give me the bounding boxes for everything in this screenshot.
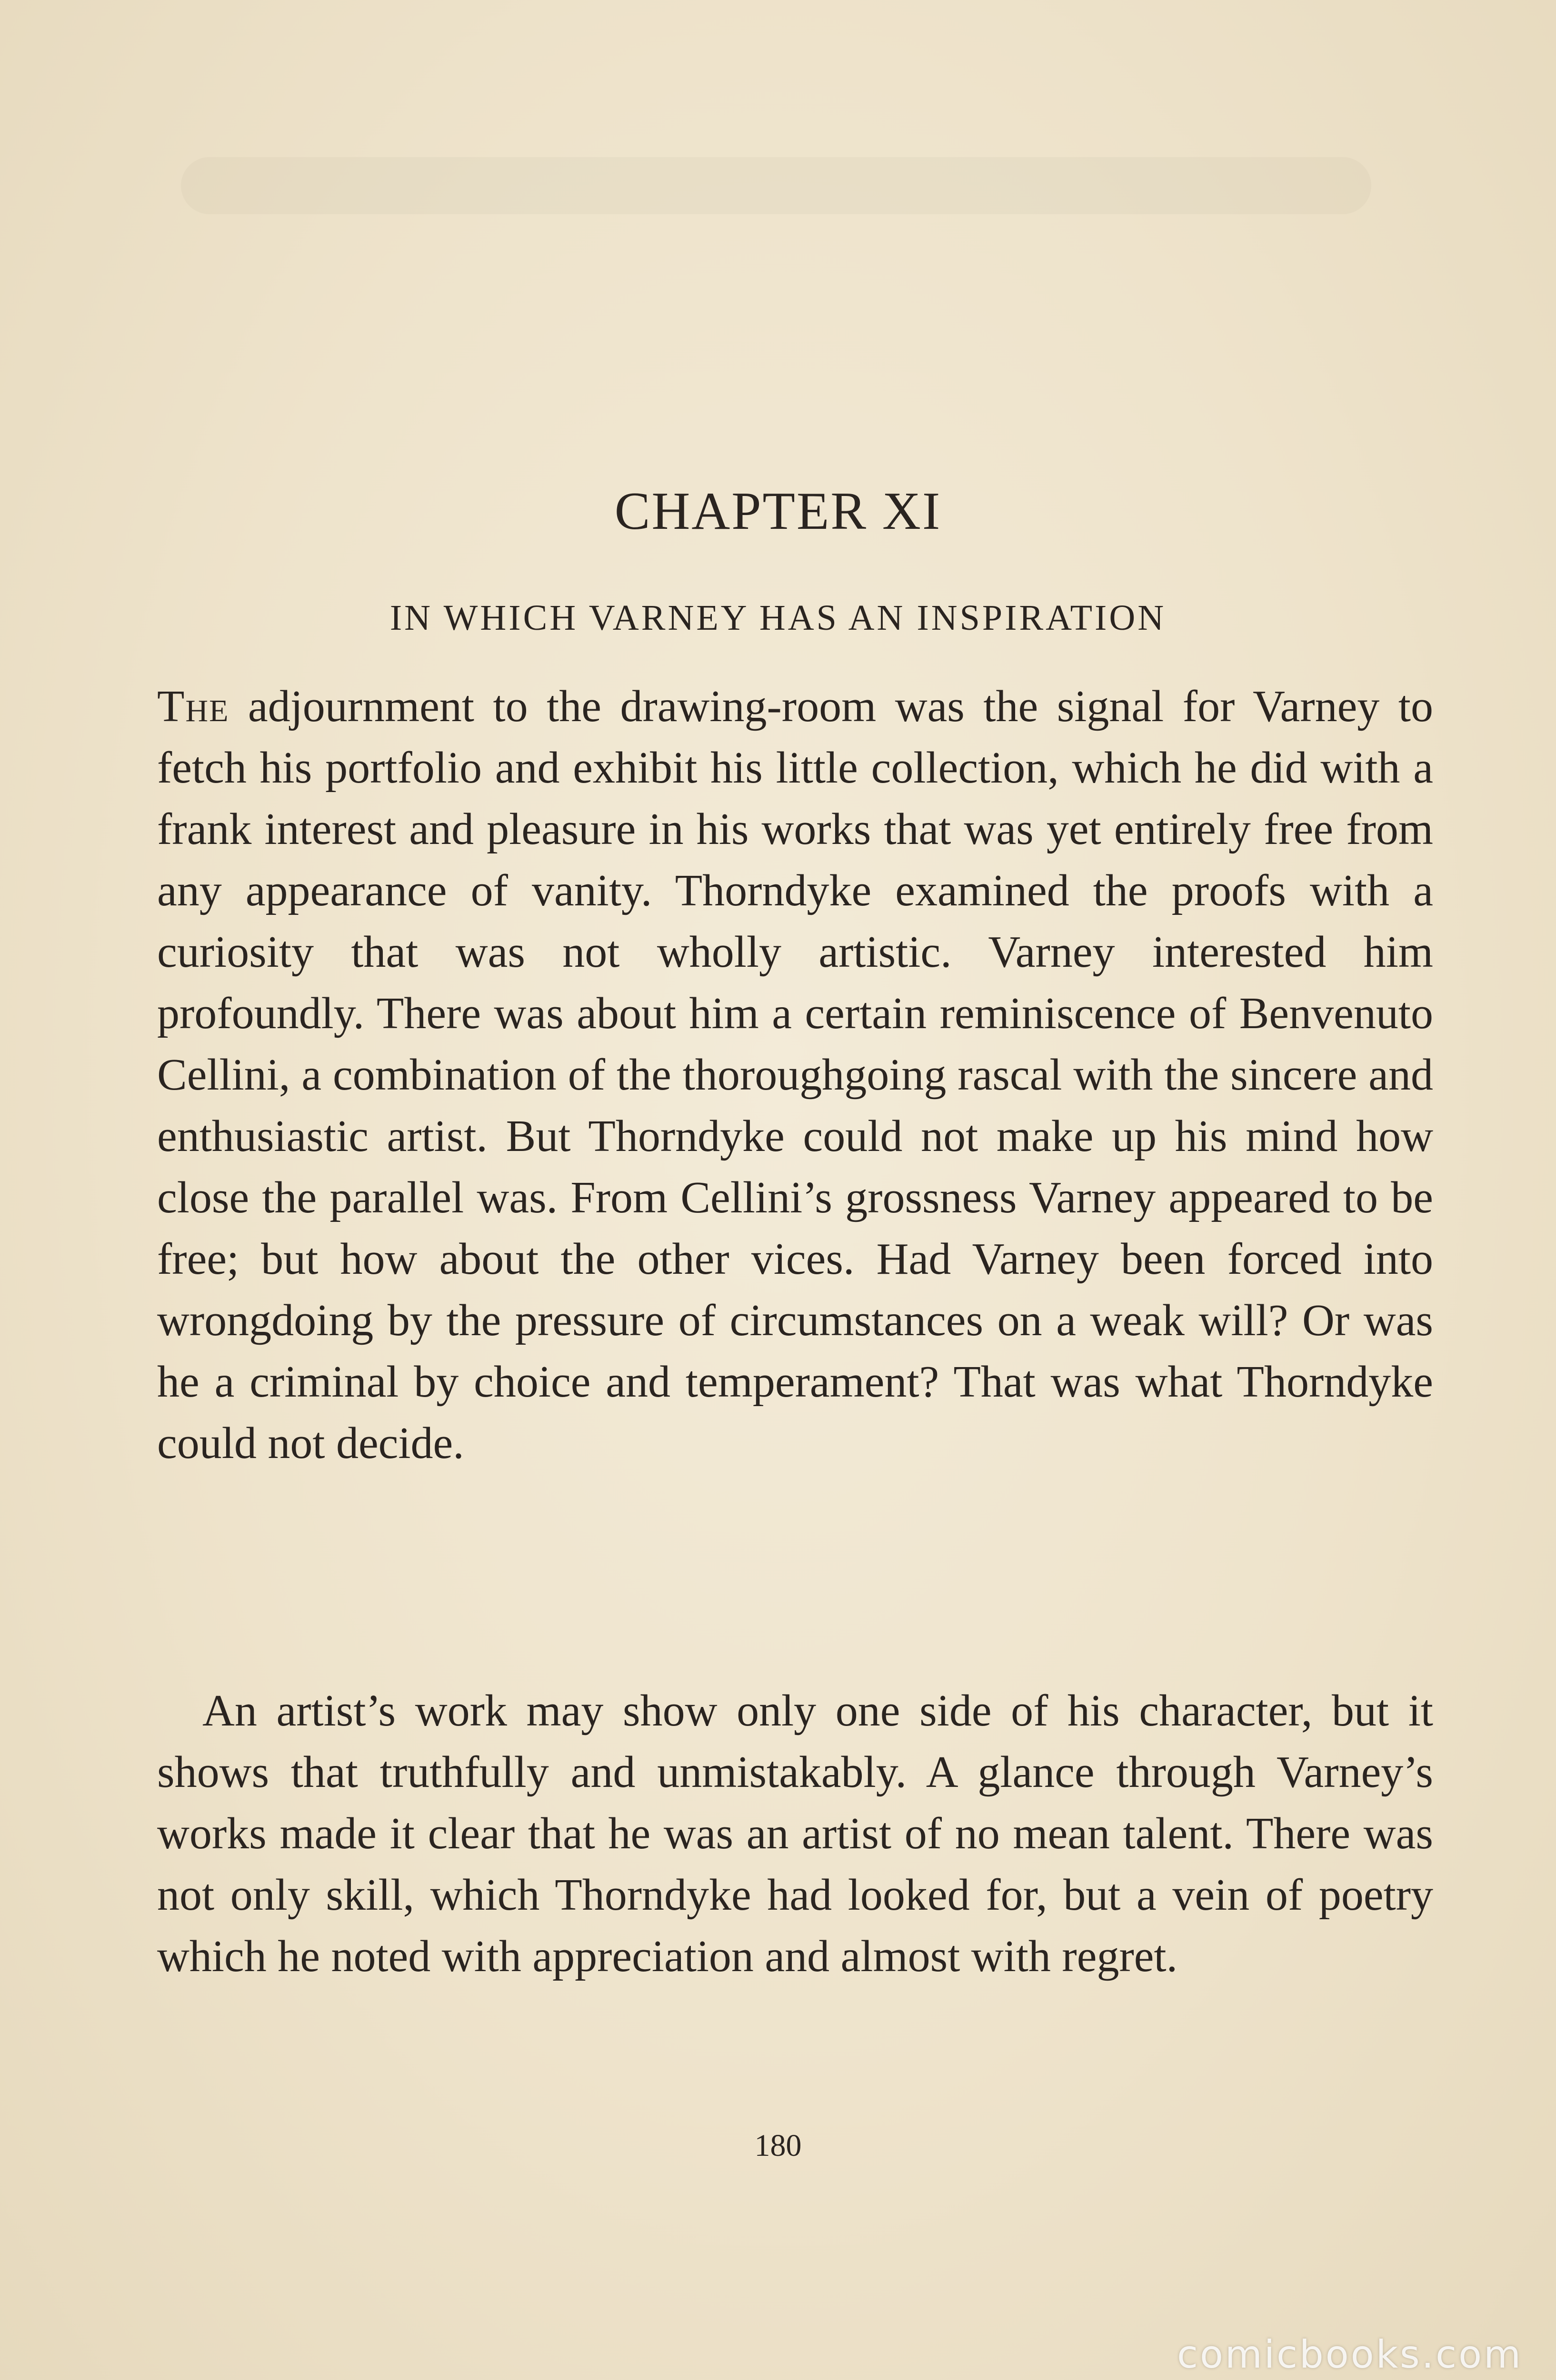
watermark: comicbooks.com — [1177, 2332, 1523, 2377]
chapter-subtitle: IN WHICH VARNEY HAS AN INSPIRATION — [389, 598, 1167, 638]
paragraph-2-text: An artist’s work may show only one side of his character, but it shows that truthfully and unmistakably. A glance through Varney’s works made it clear that he was an artist of no mean talent. There was not only skill, which Thorndyke had looked for, but a vein of poetry which he noted with appreciation and almost with regret. — [157, 1686, 1433, 1981]
paragraph-1-lead: The — [157, 682, 229, 731]
paragraph-2 — [157, 1680, 1433, 1987]
paragraph-1-body: adjournment to the drawing-room was the signal for Varney to fetch his portfolio and exhibit his little collection, which he did with a frank interest and pleasure in his works that was yet entirely free from any appearance of vanity. Thorndyke examined the proofs with a curiosity that was not wholly artistic. Varney interested him profoundly. There was about him a certain reminiscence of Benvenuto Cellini, a combination of the thoroughgoing rascal with the sincere and enthusiastic artist. But Thorndyke could not make up his mind how close the parallel was. From Cellini’s grossness Varney appeared to be free; but how about the other vices. Had Varney been forced into wrongdoing by the pressure of circumstances on a weak will? Or was he a criminal by choice and temperament? That was what Thorndyke could not decide. — [157, 682, 1433, 1468]
paragraph-1-text — [157, 676, 1433, 1474]
paragraph-1 — [157, 676, 1433, 1474]
show-through-text — [181, 157, 1371, 214]
page-number: 180 — [754, 2128, 802, 2163]
chapter-title: CHAPTER XI — [614, 482, 942, 541]
